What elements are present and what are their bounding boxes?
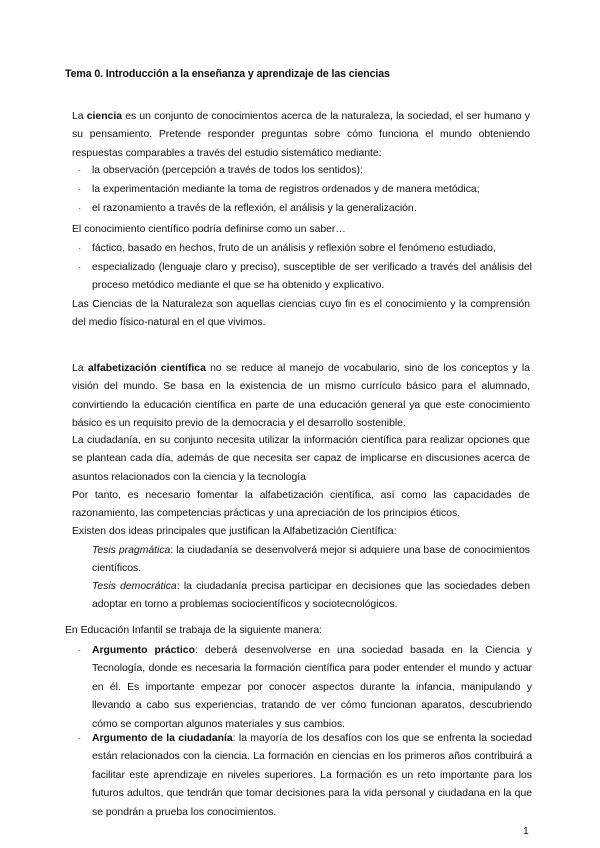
por-tanto-text: Por tanto, es necesario fomentar la alfabetización científica, así como las capacidades de razonamiento, las competencias prácticas y una apreciación de los principios éticos. bbox=[72, 490, 530, 520]
alfabetizacion-term: alfabetización científica bbox=[87, 363, 206, 374]
definition-intro bbox=[72, 221, 530, 239]
ciencia-rest: es un conjunto de conocimientos acerca de la naturaleza, la sociedad, el ser humano y su pensamiento. Pretende responder preguntas sobre cómo funciona el mundo obteniendo respuestas comparables a través del estudio sistemático mediante: bbox=[72, 111, 530, 159]
list-item-text: la experimentación mediante la toma de registros ordenados y de manera metódica; bbox=[92, 184, 480, 195]
argumento-ciudadania-text: : la mayoría de los desafíos con los que se enfrenta la sociedad están relacionados con la ciencia. La formación en ciencias en los primeros años contribuirá a facilitar este aprendizaje en niveles superiores. La formación es un reto importante para los futuros adultos, que tendrán que tomar decisiones para la vida personal y ciudadana en la que se pondrán a prueba los conocimientos. bbox=[92, 733, 532, 818]
definition-intro-text: El conocimiento científico podría definirse como un saber… bbox=[72, 224, 346, 235]
tesis-democratica-text: : la ciudadanía precisa participar en decisiones que las sociedades deben adoptar en torno a problemas sociocientíficos y sociotecnológicos. bbox=[92, 581, 530, 611]
bullet-icon: · bbox=[78, 203, 82, 214]
ideas-text: Existen dos ideas principales que justifican la Alfabetización Científica: bbox=[72, 526, 397, 537]
tesis-democratica bbox=[92, 578, 530, 615]
ciudadania-text: La ciudadanía, en su conjunto necesita utilizar la información científica para realizar opciones que se plantean cada día, además de que necesita ser capaz de implicarse en discusiones acerca de asuntos relacionados con la ciencia y la tecnología bbox=[72, 435, 530, 483]
argumento-practico-text: : deberá desenvolverse en una sociedad basada en la Ciencia y Tecnología, donde es necesaria la formación científica para poder entender el mundo y actuar en él. Es importante empezar por conocer aspectos durante la infancia, manipulando y llevando a cabo sus experiencias, tratando de ver cómo funcionan aparatos, descubriendo cómo se comportan algunos materiales y sus cambios. bbox=[92, 645, 532, 730]
alfabetizacion-pre: La bbox=[72, 363, 88, 374]
tesis-pragmatica bbox=[92, 542, 530, 579]
infantil-intro bbox=[65, 622, 523, 640]
tesis-pragmatica-text: : la ciudadanía se desenvolverá mejor si adquiere una base de conocimientos científicos. bbox=[92, 545, 530, 575]
tesis-democratica-label: Tesis democrática bbox=[92, 581, 177, 592]
list-item-text: la observación (percepción a través de todos los sentidos); bbox=[92, 165, 363, 176]
ciudadania-paragraph bbox=[72, 432, 530, 487]
bullet-icon: · bbox=[78, 243, 82, 254]
ideas-paragraph bbox=[72, 523, 530, 541]
bullet-icon: · bbox=[78, 645, 82, 656]
list-item-text bbox=[92, 730, 532, 822]
list-item-text: el razonamiento a través de la reflexión, el análisis y la generalización. bbox=[92, 203, 417, 214]
ciencia-paragraph bbox=[72, 108, 530, 163]
ciencias-naturaleza-text: Las Ciencias de la Naturaleza son aquellas ciencias cuyo fin es el conocimiento y la comprensión del medio físico-natural en el que vivimos. bbox=[72, 299, 530, 329]
page-title: Tema 0. Introducción a la enseñanza y aprendizaje de las ciencias bbox=[65, 68, 390, 80]
por-tanto-paragraph bbox=[72, 487, 530, 524]
bullet-icon: · bbox=[78, 165, 82, 176]
ciencias-naturaleza-paragraph bbox=[72, 296, 530, 333]
bullet-icon: · bbox=[78, 184, 82, 195]
argumento-practico-label: Argumento práctico bbox=[92, 645, 195, 656]
bullet-icon: · bbox=[78, 733, 82, 744]
alfabetizacion-rest: no se reduce al manejo de vocabulario, sino de los conceptos y la visión del mundo. Se basa en la existencia de un mismo currículo básico para el alumnado, convirtiendo la educación científica en parte de una educación general ya que este conocimiento básico es un requisito previo de la democracia y el desarrollo sostenible. bbox=[72, 363, 530, 430]
list-item-text: fáctico, basado en hechos, fruto de un análisis y reflexión sobre el fenómeno estudiado, bbox=[92, 243, 496, 254]
bullet-icon: · bbox=[78, 262, 82, 273]
argumento-ciudadania-label: Argumento de la ciudadanía bbox=[92, 733, 233, 744]
ciencia-pre: La bbox=[72, 111, 87, 122]
list-item-text: especializado (lenguaje claro y preciso), susceptible de ser verificado a través del análisis del proceso metódico mediante el que se ha obtenido y explicativo. bbox=[92, 262, 532, 292]
list-item-text bbox=[92, 642, 532, 734]
tesis-pragmatica-label: Tesis pragmática bbox=[92, 545, 171, 556]
page-number: 1 bbox=[523, 826, 529, 837]
ciencia-term: ciencia bbox=[86, 111, 123, 122]
infantil-intro-text: En Educación Infantil se trabaja de la siguiente manera: bbox=[65, 625, 323, 636]
alfabetizacion-paragraph bbox=[72, 360, 530, 434]
